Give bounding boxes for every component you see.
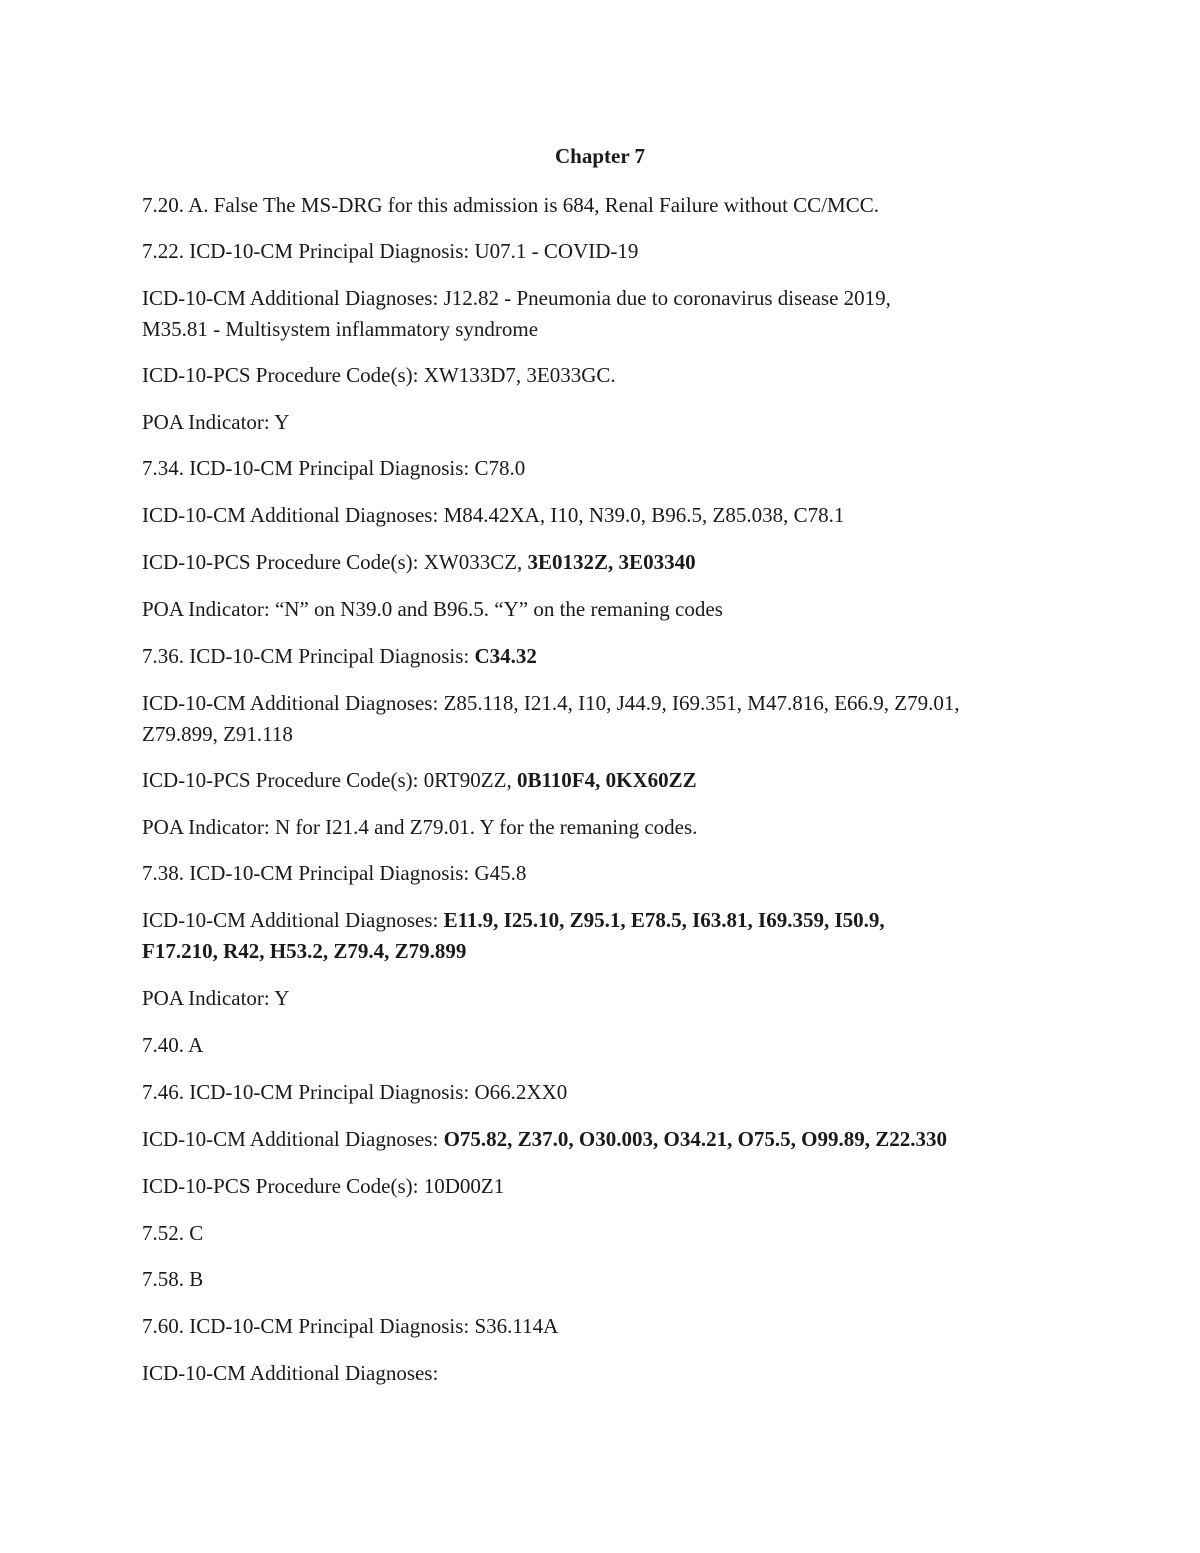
text-run: 7.58. B <box>142 1267 204 1291</box>
paragraph <box>142 983 1072 1014</box>
paragraph <box>142 765 1072 796</box>
paragraph-line <box>142 688 1072 719</box>
text-run: POA Indicator: Y <box>142 986 290 1010</box>
text-run: ICD-10-CM Additional Diagnoses: J12.82 - Pneumonia due to coronavirus disease 2019, <box>142 286 891 310</box>
text-run: 7.38. ICD-10-CM Principal Diagnosis: G45.8 <box>142 861 527 885</box>
text-run: 7.40. A <box>142 1033 204 1057</box>
paragraph <box>142 190 1072 221</box>
text-run: POA Indicator: N for I21.4 and Z79.01. Y for the remaning codes. <box>142 815 698 839</box>
paragraph <box>142 236 1072 267</box>
text-run: ICD-10-CM Additional Diagnoses: <box>142 1127 444 1151</box>
paragraph <box>142 547 1072 578</box>
text-run: M35.81 - Multisystem inflammatory syndrome <box>142 317 539 341</box>
paragraph <box>142 1264 1072 1295</box>
bold-text: C34.32 <box>474 644 537 668</box>
text-run: ICD-10-CM Additional Diagnoses: Z85.118, I21.4, I10, J44.9, I69.351, M47.816, E66.9, Z79.01, <box>142 691 960 715</box>
paragraph <box>142 594 1072 625</box>
text-run: 7.20. A. False The MS-DRG for this admission is 684, Renal Failure without CC/MCC. <box>142 193 879 217</box>
paragraph <box>142 1124 1072 1155</box>
paragraph-line <box>142 314 1072 345</box>
bold-text: 0B110F4, 0KX60ZZ <box>516 768 697 792</box>
paragraph <box>142 1218 1072 1249</box>
paragraph <box>142 1311 1072 1342</box>
paragraph <box>142 858 1072 889</box>
text-run: POA Indicator: Y <box>142 410 290 434</box>
paragraph <box>142 407 1072 438</box>
bold-text: F17.210, R42, H53.2, Z79.4, Z79.899 <box>142 939 467 963</box>
paragraph <box>142 360 1072 391</box>
paragraph <box>142 453 1072 484</box>
text-run: 7.52. C <box>142 1221 204 1245</box>
text-run: ICD-10-PCS Procedure Code(s): 0RT90ZZ, <box>142 768 517 792</box>
paragraph <box>142 1077 1072 1108</box>
text-run: 7.36. ICD-10-CM Principal Diagnosis: <box>142 644 475 668</box>
paragraph <box>142 812 1072 843</box>
text-run: 7.60. ICD-10-CM Principal Diagnosis: S36.114A <box>142 1314 559 1338</box>
text-run: 7.46. ICD-10-CM Principal Diagnosis: O66.2XX0 <box>142 1080 568 1104</box>
bold-text: E11.9, I25.10, Z95.1, E78.5, I63.81, I69.359, I50.9, <box>443 908 885 932</box>
text-run: ICD-10-PCS Procedure Code(s): 10D00Z1 <box>142 1174 505 1198</box>
paragraph-line <box>142 283 1072 314</box>
page-title: Chapter 7 <box>554 144 646 168</box>
paragraph <box>142 1171 1072 1202</box>
paragraph <box>142 1358 1072 1389</box>
text-run: 7.34. ICD-10-CM Principal Diagnosis: C78.0 <box>142 456 526 480</box>
paragraph <box>142 500 1072 531</box>
text-run: POA Indicator: “N” on N39.0 and B96.5. “Y” on the remaning codes <box>142 597 723 621</box>
text-run: ICD-10-CM Additional Diagnoses: <box>142 1361 439 1385</box>
paragraph-line <box>142 719 1072 750</box>
text-run: 7.22. ICD-10-CM Principal Diagnosis: U07.1 - COVID-19 <box>142 239 639 263</box>
paragraph-line <box>142 905 1072 936</box>
text-run: ICD-10-PCS Procedure Code(s): XW033CZ, <box>142 550 528 574</box>
paragraph <box>142 1030 1072 1061</box>
text-run: ICD-10-CM Additional Diagnoses: <box>142 908 444 932</box>
text-run: ICD-10-CM Additional Diagnoses: M84.42XA, I10, N39.0, B96.5, Z85.038, C78.1 <box>142 503 845 527</box>
paragraph <box>142 641 1072 672</box>
bold-text: O75.82, Z37.0, O30.003, O34.21, O75.5, O99.89, Z22.330 <box>443 1127 948 1151</box>
paragraph-line <box>142 936 1072 967</box>
text-run: ICD-10-PCS Procedure Code(s): XW133D7, 3E033GC. <box>142 363 616 387</box>
text-run: Z79.899, Z91.118 <box>142 722 293 746</box>
bold-text: 3E0132Z, 3E03340 <box>527 550 696 574</box>
